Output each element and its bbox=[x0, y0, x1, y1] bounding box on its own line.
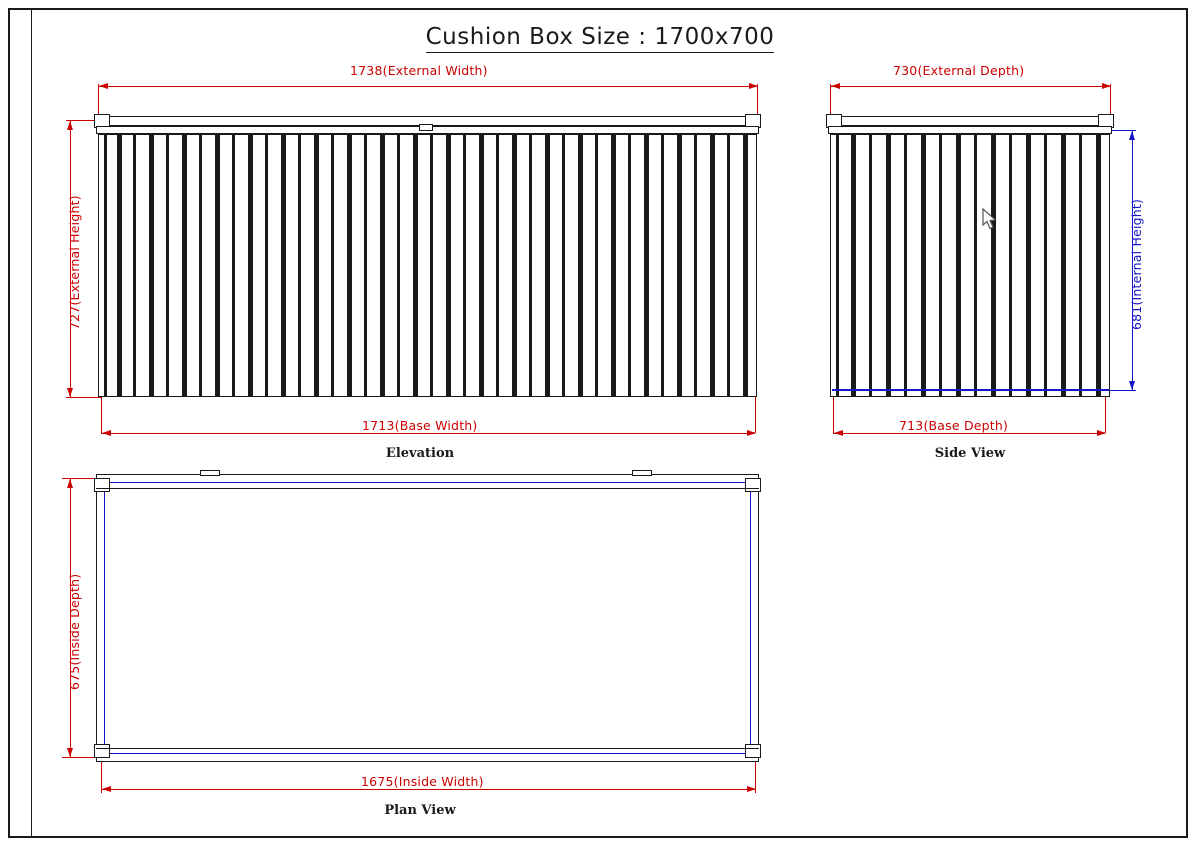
elevation-slat bbox=[479, 134, 484, 397]
elevation-slat bbox=[562, 134, 565, 397]
side-slat bbox=[974, 134, 977, 397]
elevation-arrow-right bbox=[749, 83, 758, 89]
side-slat bbox=[1044, 134, 1047, 397]
plan-arrow-right bbox=[747, 786, 756, 792]
elevation-arrow-base-right bbox=[747, 430, 756, 436]
view-label-side: Side View bbox=[934, 446, 1006, 461]
side-slat bbox=[904, 134, 907, 397]
elevation-slat bbox=[364, 134, 367, 397]
elevation-slat bbox=[578, 134, 583, 397]
side-body bbox=[830, 134, 1110, 397]
elevation-extline-bottom bbox=[66, 397, 102, 398]
dim-external-width: 1738(External Width) bbox=[350, 63, 488, 78]
elevation-slat bbox=[644, 134, 649, 397]
elevation-slat bbox=[281, 134, 286, 397]
elevation-slat bbox=[413, 134, 418, 397]
elevation-slat bbox=[104, 134, 107, 397]
elevation-baseline-left bbox=[101, 397, 102, 433]
plan-hinge-right bbox=[632, 470, 652, 476]
elevation-slat bbox=[166, 134, 169, 397]
side-slat bbox=[1079, 134, 1082, 397]
elevation-slat bbox=[545, 134, 550, 397]
side-dimline-base bbox=[833, 433, 1105, 434]
elevation-slat bbox=[232, 134, 235, 397]
dim-internal-height: 681(Internal Height) bbox=[1129, 198, 1144, 330]
elevation-slat bbox=[446, 134, 451, 397]
plan-edge-line-bottom bbox=[96, 748, 759, 749]
side-internal-floor-line bbox=[832, 389, 1109, 391]
side-slat bbox=[869, 134, 872, 397]
dim-base-depth: 713(Base Depth) bbox=[899, 418, 1009, 433]
plan-corner-bl bbox=[94, 744, 110, 758]
elevation-slat bbox=[463, 134, 466, 397]
plan-hinge-left bbox=[200, 470, 220, 476]
side-slat bbox=[991, 134, 996, 397]
elevation-slat bbox=[133, 134, 136, 397]
elevation-slat bbox=[496, 134, 499, 397]
side-slat bbox=[886, 134, 891, 397]
elevation-slat bbox=[397, 134, 400, 397]
elevation-arrow-base-left bbox=[102, 430, 111, 436]
elevation-slat bbox=[265, 134, 268, 397]
dim-inside-width: 1675(Inside Width) bbox=[361, 774, 484, 789]
side-slat bbox=[1009, 134, 1012, 397]
side-arrow-left bbox=[831, 83, 840, 89]
elevation-slat bbox=[694, 134, 697, 397]
side-lid bbox=[828, 116, 1112, 126]
side-arrow-up bbox=[1129, 131, 1135, 140]
elevation-slat bbox=[611, 134, 616, 397]
elevation-slat bbox=[314, 134, 319, 397]
elevation-slat bbox=[512, 134, 517, 397]
view-label-plan: Plan View bbox=[384, 803, 456, 818]
elevation-slat bbox=[199, 134, 202, 397]
elevation-slat bbox=[347, 134, 352, 397]
plan-corner-tr bbox=[745, 478, 761, 492]
plan-inner-rect bbox=[104, 482, 751, 754]
side-slat bbox=[1096, 134, 1101, 397]
side-baseline-right bbox=[1105, 397, 1106, 433]
elevation-dimline-base bbox=[101, 433, 755, 434]
side-arrow-down bbox=[1129, 381, 1135, 390]
elevation-lid-handle bbox=[419, 124, 433, 131]
elevation-slat bbox=[743, 134, 748, 397]
side-lid-rail bbox=[828, 126, 1112, 134]
elevation-slat bbox=[331, 134, 334, 397]
elevation-slat bbox=[149, 134, 154, 397]
side-slat bbox=[939, 134, 942, 397]
elevation-slat bbox=[248, 134, 253, 397]
elevation-slat bbox=[298, 134, 301, 397]
plan-arrow-left bbox=[102, 786, 111, 792]
elevation-body bbox=[98, 134, 757, 397]
elevation-slat bbox=[529, 134, 532, 397]
dim-inside-depth: 675(Inside Depth) bbox=[67, 573, 82, 690]
side-slat bbox=[1061, 134, 1066, 397]
elevation-slat bbox=[380, 134, 385, 397]
page-title bbox=[0, 24, 1200, 50]
elevation-slat bbox=[595, 134, 598, 397]
elevation-slat bbox=[677, 134, 682, 397]
plan-arrow-up bbox=[67, 479, 73, 488]
elevation-slat bbox=[710, 134, 715, 397]
dim-base-width: 1713(Base Width) bbox=[362, 418, 478, 433]
elevation-slat bbox=[661, 134, 664, 397]
elevation-slat bbox=[117, 134, 122, 397]
view-label-elevation: Elevation bbox=[385, 446, 455, 461]
side-slat bbox=[1026, 134, 1031, 397]
page-title-text: Cushion Box Size : 1700x700 bbox=[426, 24, 775, 53]
elevation-baseline-right bbox=[755, 397, 756, 433]
side-arrow-base-left bbox=[834, 430, 843, 436]
plan-arrow-down bbox=[67, 748, 73, 757]
plan-edge-line-top bbox=[96, 488, 759, 489]
elevation-dimline-width bbox=[98, 86, 757, 87]
side-slat bbox=[851, 134, 856, 397]
elevation-slat bbox=[727, 134, 730, 397]
side-dimline-depth bbox=[830, 86, 1110, 87]
elevation-arrow-left bbox=[99, 83, 108, 89]
side-slat bbox=[836, 134, 839, 397]
elevation-slat bbox=[215, 134, 220, 397]
plan-corner-tl bbox=[94, 478, 110, 492]
dim-external-height: 727(External Height) bbox=[67, 195, 82, 330]
plan-corner-br bbox=[745, 744, 761, 758]
side-arrow-base-right bbox=[1097, 430, 1106, 436]
elevation-slat bbox=[182, 134, 187, 397]
elevation-slat bbox=[430, 134, 433, 397]
plan-dimline-width bbox=[101, 789, 755, 790]
side-arrow-right bbox=[1102, 83, 1111, 89]
side-slat bbox=[921, 134, 926, 397]
dim-external-depth: 730(External Depth) bbox=[893, 63, 1025, 78]
elevation-arrow-up bbox=[67, 121, 73, 130]
elevation-slat bbox=[628, 134, 631, 397]
elevation-arrow-down bbox=[67, 388, 73, 397]
side-baseline-left bbox=[833, 397, 834, 433]
side-slat bbox=[956, 134, 961, 397]
